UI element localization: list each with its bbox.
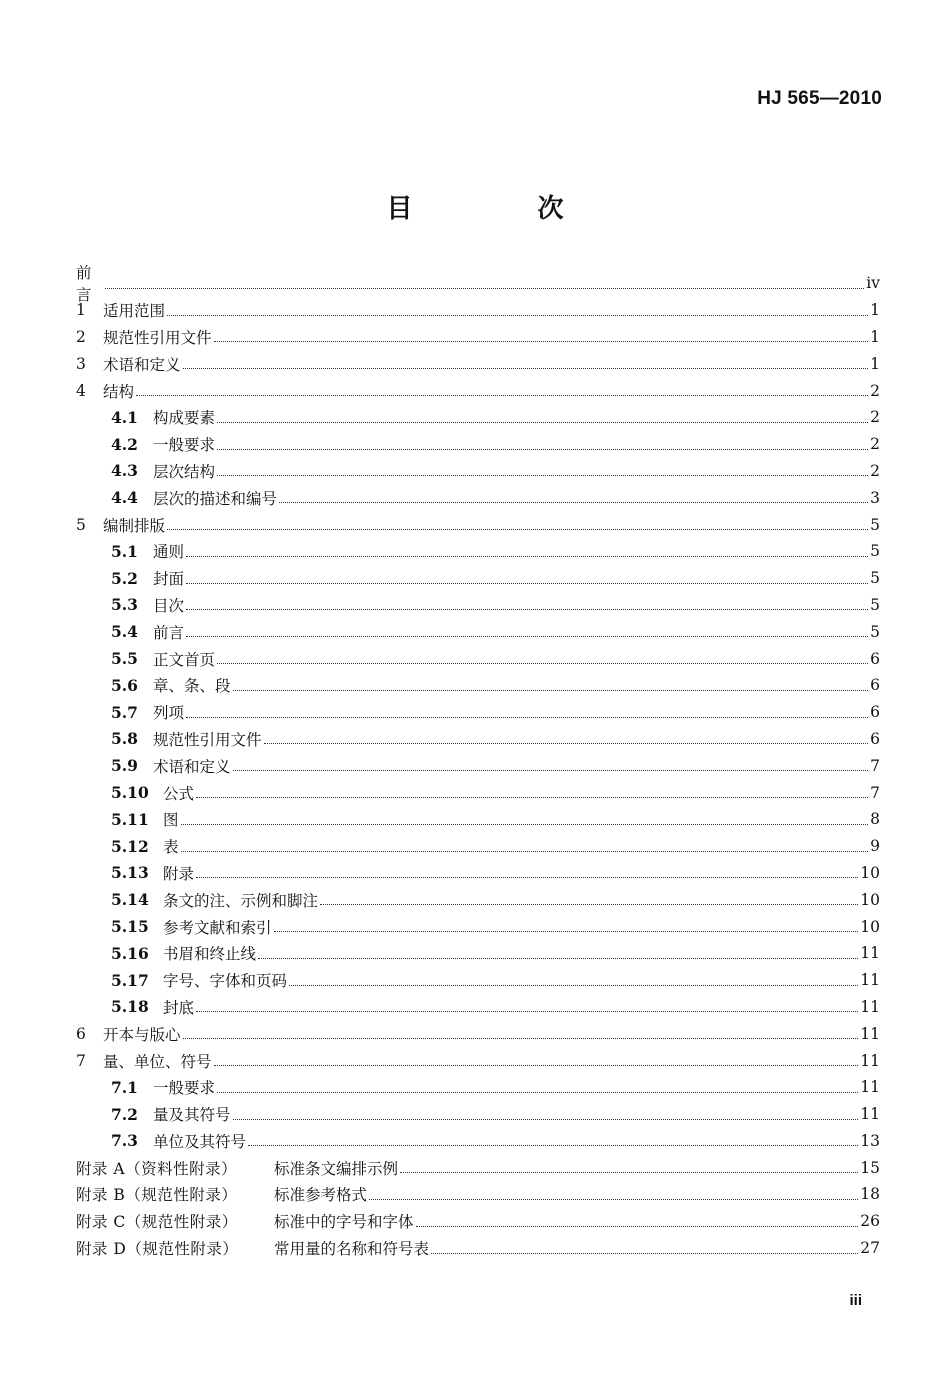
toc-entry-label: 层次的描述和编号 [153, 489, 278, 508]
toc-entry-number: 5.13 [111, 863, 149, 883]
document-code: HJ 565—2010 [757, 88, 882, 109]
toc-entry-label: 封面 [153, 570, 185, 589]
toc-entry-page: 11 [860, 944, 880, 963]
toc-entry-page: 11 [860, 971, 880, 990]
toc-entry-page: 1 [870, 301, 880, 320]
toc-entry[interactable] [76, 860, 880, 887]
toc-entry-page: 9 [870, 837, 880, 856]
toc-entry-number: 5.18 [111, 997, 149, 1017]
toc-entry-label: 表 [163, 838, 179, 857]
dot-leader [233, 770, 869, 771]
toc-entry[interactable] [76, 1208, 880, 1235]
toc-entry-number: 2 [76, 327, 86, 346]
dot-leader [186, 717, 868, 718]
dot-leader [233, 690, 869, 691]
toc-entry-page: 1 [870, 327, 880, 346]
toc-entry-page: 13 [860, 1131, 880, 1150]
dot-leader [248, 1145, 858, 1146]
toc-entry-page: 18 [860, 1185, 880, 1204]
dot-leader [186, 583, 868, 584]
toc-entry[interactable] [76, 672, 880, 699]
dot-leader [217, 475, 868, 476]
toc-entry-label: 参考文献和索引 [163, 918, 272, 937]
toc-entry-page: 6 [870, 703, 880, 722]
toc-entry-label: 标准条文编排示例 [274, 1159, 399, 1178]
toc-entry-number: 7.1 [111, 1077, 138, 1097]
toc-entry[interactable] [76, 1181, 880, 1208]
toc-entry-page: 11 [860, 1024, 880, 1043]
dot-leader [186, 636, 868, 637]
toc-entry[interactable] [76, 511, 880, 538]
toc-entry-number: 5.7 [111, 702, 138, 722]
toc-entry[interactable] [76, 752, 880, 779]
toc-entry[interactable] [76, 1128, 880, 1155]
toc-entry-label: 条文的注、示例和脚注 [163, 891, 319, 910]
toc-entry-page: 6 [870, 676, 880, 695]
toc-entry-label: 开本与版心 [103, 1025, 181, 1044]
toc-entry-page: 5 [870, 515, 880, 534]
toc-entry[interactable] [76, 1101, 880, 1128]
toc-entry-label: 构成要素 [153, 409, 216, 428]
toc-entry-label: 公式 [163, 784, 195, 803]
toc-entry-number: 5.4 [111, 622, 138, 642]
toc-entry-number: 附录 C（规范性附录） [76, 1213, 238, 1232]
dot-leader [186, 609, 868, 610]
toc-entry-label: 通则 [153, 543, 185, 562]
toc-entry-page: iv [866, 274, 880, 293]
toc-entry[interactable] [76, 1235, 880, 1262]
toc-entry-label: 前言 [153, 623, 185, 642]
toc-entry[interactable] [76, 565, 880, 592]
toc-entry-page: 6 [870, 649, 880, 668]
toc-entry-page: 2 [870, 381, 880, 400]
dot-leader [274, 931, 859, 932]
dot-leader [217, 1092, 858, 1093]
dot-leader [183, 368, 869, 369]
toc-entry-page: 10 [860, 863, 880, 882]
toc-entry[interactable] [76, 726, 880, 753]
toc-entry[interactable] [76, 592, 880, 619]
toc-entry-number: 5.11 [111, 809, 149, 829]
toc-entry-page: 1 [870, 354, 880, 373]
toc-entry-label: 字号、字体和页码 [163, 972, 288, 991]
toc-entry-number: 附录 B（规范性附录） [76, 1186, 238, 1205]
toc-entry-label: 常用量的名称和符号表 [274, 1240, 430, 1259]
toc-entry-number: 附录 A（资料性附录） [76, 1159, 238, 1178]
toc-entry-page: 5 [870, 595, 880, 614]
toc-entry-number: 7.2 [111, 1104, 138, 1124]
toc-entry-number: 1 [76, 301, 86, 320]
toc-entry-page: 15 [860, 1158, 880, 1177]
toc-entry-number: 4.3 [111, 461, 138, 481]
dot-leader [416, 1226, 859, 1227]
dot-leader [258, 958, 858, 959]
toc-entry[interactable] [76, 913, 880, 940]
toc-entry-number: 6 [76, 1024, 86, 1043]
toc-entry-number: 4.4 [111, 488, 138, 508]
toc-entry-label: 术语和定义 [153, 757, 231, 776]
toc-entry-page: 7 [870, 783, 880, 802]
toc-entry-number: 5.8 [111, 729, 138, 749]
toc-entry-page: 5 [870, 542, 880, 561]
toc-entry[interactable] [76, 404, 880, 431]
toc-entry[interactable] [76, 458, 880, 485]
toc-entry-label: 适用范围 [103, 302, 166, 321]
dot-leader [136, 395, 868, 396]
toc-entry-number: 5.3 [111, 595, 138, 615]
toc-entry[interactable] [76, 484, 880, 511]
dot-leader [196, 877, 858, 878]
toc-entry-number: 5.12 [111, 836, 149, 856]
toc-entry-label: 目次 [153, 596, 185, 615]
toc-entry-page: 27 [860, 1239, 880, 1258]
dot-leader [217, 422, 868, 423]
toc-entry-label: 封底 [163, 998, 195, 1017]
toc-entry[interactable] [76, 806, 880, 833]
toc-entry-label: 量、单位、符号 [103, 1052, 212, 1071]
toc-entry-number: 4.2 [111, 434, 138, 454]
dot-leader [167, 315, 868, 316]
dot-leader [183, 1038, 859, 1039]
toc-entry-page: 5 [870, 569, 880, 588]
toc-entry-number: 5.6 [111, 675, 138, 695]
dot-leader [196, 1011, 858, 1012]
toc-entry[interactable] [76, 940, 880, 967]
dot-leader [217, 449, 868, 450]
toc-entry-number: 4.1 [111, 407, 138, 427]
toc-entry-number: 5.1 [111, 541, 138, 561]
toc-entry-page: 3 [870, 488, 880, 507]
toc-entry[interactable] [76, 297, 880, 324]
toc-entry-label: 规范性引用文件 [103, 328, 212, 347]
toc-entry-page: 11 [860, 997, 880, 1016]
dot-leader [167, 529, 868, 530]
toc-entry-number: 5.5 [111, 649, 138, 669]
toc-entry-label: 书眉和终止线 [163, 945, 257, 964]
toc-entry-number: 5.15 [111, 917, 149, 937]
toc-entry-page: 11 [860, 1051, 880, 1070]
toc-entry-number: 4 [76, 381, 86, 400]
toc-entry-label: 图 [163, 811, 179, 830]
toc-entry-page: 7 [870, 756, 880, 775]
toc-entry-label: 一般要求 [153, 436, 216, 455]
toc-entry-label: 附录 [163, 864, 195, 883]
dot-leader [233, 1119, 859, 1120]
toc-entry-label: 层次结构 [153, 462, 216, 481]
toc-entry-label: 标准参考格式 [274, 1186, 368, 1205]
toc-entry[interactable] [76, 1074, 880, 1101]
toc-entry-label: 正文首页 [153, 650, 216, 669]
dot-leader [214, 341, 869, 342]
toc-entry[interactable] [76, 264, 880, 305]
dot-leader [320, 904, 858, 905]
dot-leader [289, 985, 858, 986]
dot-leader [400, 1172, 858, 1173]
dot-leader [105, 288, 864, 289]
toc-entry-page: 2 [870, 461, 880, 480]
toc-entry-page: 2 [870, 435, 880, 454]
toc-entry[interactable] [76, 1020, 880, 1047]
toc-entry-page: 26 [860, 1212, 880, 1231]
toc-entry[interactable] [76, 645, 880, 672]
toc-entry-label: 编制排版 [103, 516, 166, 535]
toc-entry-page: 2 [870, 408, 880, 427]
toc-entry[interactable] [76, 431, 880, 458]
toc-entry[interactable] [76, 994, 880, 1021]
toc-entry-number: 附录 D（规范性附录） [76, 1240, 239, 1259]
toc-entry[interactable] [76, 324, 880, 351]
toc-entry-label: 单位及其符号 [153, 1132, 247, 1151]
dot-leader [181, 824, 869, 825]
toc-entry-number: 7 [76, 1051, 86, 1070]
toc-entry[interactable] [76, 1154, 880, 1181]
toc-entry[interactable] [76, 1047, 880, 1074]
toc-entry[interactable] [76, 350, 880, 377]
dot-leader [369, 1199, 858, 1200]
dot-leader [217, 663, 868, 664]
toc-entry-number: 前 言 [76, 264, 108, 305]
toc-entry-page: 6 [870, 729, 880, 748]
dot-leader [264, 743, 869, 744]
toc-entry-number: 5.2 [111, 568, 138, 588]
dot-leader [431, 1253, 858, 1254]
page-title: 目 次 [386, 194, 622, 224]
toc-entry-number: 3 [76, 354, 86, 373]
toc-entry-page: 11 [860, 1078, 880, 1097]
dot-leader [196, 797, 868, 798]
toc-entry-label: 结构 [103, 382, 135, 401]
toc-entry-label: 规范性引用文件 [153, 730, 262, 749]
dot-leader [186, 556, 868, 557]
toc-entry-page: 11 [860, 1105, 880, 1124]
toc-entry[interactable] [76, 699, 880, 726]
toc-entry-label: 标准中的字号和字体 [274, 1213, 414, 1232]
toc-entry-number: 5.14 [111, 890, 149, 910]
toc-entry[interactable] [76, 967, 880, 994]
toc-entry[interactable] [76, 538, 880, 565]
dot-leader [181, 851, 869, 852]
dot-leader [214, 1065, 859, 1066]
toc-entry-label: 量及其符号 [153, 1106, 231, 1125]
toc-entry-label: 列项 [153, 704, 185, 723]
toc-entry[interactable] [76, 779, 880, 806]
toc-entry-label: 术语和定义 [103, 355, 181, 374]
toc-entry-page: 10 [860, 890, 880, 909]
table-of-contents [76, 264, 880, 1261]
toc-entry-number: 5.17 [111, 970, 149, 990]
toc-entry[interactable] [76, 377, 880, 404]
toc-entry-label: 一般要求 [153, 1079, 216, 1098]
toc-entry-number: 5.9 [111, 756, 138, 776]
toc-entry-label: 章、条、段 [153, 677, 231, 696]
toc-entry-number: 5 [76, 515, 86, 534]
toc-entry-number: 5.10 [111, 783, 149, 803]
toc-entry-number: 5.16 [111, 943, 149, 963]
toc-entry-page: 8 [870, 810, 880, 829]
dot-leader [279, 502, 868, 503]
toc-entry-page: 5 [870, 622, 880, 641]
toc-entry-page: 10 [860, 917, 880, 936]
toc-entry[interactable] [76, 886, 880, 913]
toc-entry-number: 7.3 [111, 1131, 138, 1151]
toc-entry[interactable] [76, 833, 880, 860]
toc-entry[interactable] [76, 618, 880, 645]
page-number: iii [849, 1292, 862, 1309]
